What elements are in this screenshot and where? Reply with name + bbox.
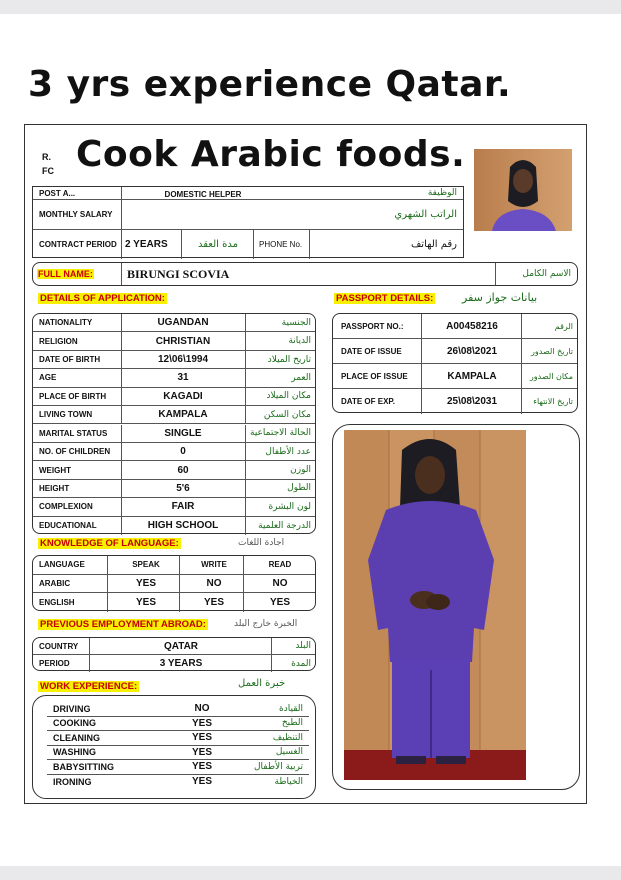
table-row — [333, 389, 577, 414]
overlay-title-line2: Cook Arabic foods. — [76, 134, 466, 175]
divider — [107, 593, 108, 612]
divider — [107, 556, 108, 574]
detail-label: EDUCATIONAL — [39, 521, 97, 531]
divider — [521, 364, 522, 388]
detail-label: NO. OF CHILDREN — [39, 447, 111, 457]
table-row — [33, 388, 315, 406]
detail-label: MARITAL STATUS — [39, 428, 108, 438]
divider — [521, 339, 522, 363]
work-value: NO — [194, 703, 210, 715]
divider — [245, 369, 246, 386]
divider — [245, 406, 246, 423]
work-row — [47, 731, 309, 746]
divider — [271, 638, 272, 654]
language-name: ENGLISH — [39, 598, 75, 608]
table-row — [33, 406, 315, 424]
monthly-salary-label: MONTHLY SALARY — [39, 210, 113, 219]
detail-label: AGE — [39, 373, 57, 383]
divider — [121, 461, 122, 478]
language-level: NO — [272, 577, 288, 589]
detail-arabic: لون البشرة — [268, 501, 311, 512]
table-row — [333, 339, 577, 364]
section-language: KNOWLEDGE OF LANGUAGE: — [40, 538, 179, 549]
detail-arabic: تاريخ الميلاد — [267, 354, 311, 365]
passport-details-table — [332, 313, 578, 413]
section-language-arabic: اجادة اللغات — [238, 538, 285, 548]
divider — [421, 364, 422, 388]
divider — [121, 332, 122, 349]
divider — [121, 369, 122, 386]
post-value: DOMESTIC HELPER — [164, 190, 242, 199]
language-row — [33, 593, 315, 612]
divider — [421, 389, 422, 414]
detail-label: WEIGHT — [39, 465, 71, 475]
work-value: YES — [191, 746, 212, 758]
divider — [243, 556, 244, 574]
work-row — [47, 717, 309, 732]
employment-arabic: المدة — [291, 658, 311, 669]
divider — [121, 517, 122, 535]
detail-label: PLACE OF BIRTH — [39, 391, 107, 401]
divider — [245, 517, 246, 535]
work-value: YES — [191, 776, 212, 788]
divider — [245, 480, 246, 497]
detail-value: HIGH SCHOOL — [147, 520, 219, 532]
detail-arabic: عدد الأطفال — [265, 446, 311, 457]
detail-arabic: الديانة — [288, 336, 311, 347]
detail-label: HEIGHT — [39, 483, 70, 493]
divider — [521, 314, 522, 338]
language-level: YES — [135, 577, 156, 589]
table-row — [333, 364, 577, 389]
table-row — [33, 332, 315, 350]
divider — [421, 314, 422, 338]
section-passport-arabic: بيانات جواز سفر — [462, 291, 538, 304]
full-name-label: FULL NAME: — [38, 269, 93, 279]
employment-value: 3 YEARS — [159, 658, 203, 669]
work-value: YES — [191, 761, 212, 773]
post-label: POST A... — [39, 188, 76, 198]
detail-value: SINGLE — [164, 427, 202, 439]
work-label: DRIVING — [53, 703, 91, 714]
language-level: NO — [206, 577, 222, 589]
passport-arabic: مكان الصدور — [529, 371, 573, 381]
full-name-arabic: الاسم الكامل — [522, 269, 571, 279]
section-employment: PREVIOUS EMPLOYMENT ABROAD: — [40, 619, 206, 630]
divider — [521, 389, 522, 414]
table-row — [33, 443, 315, 461]
work-arabic: التنظيف — [272, 732, 303, 743]
divider — [245, 461, 246, 478]
work-label: WASHING — [53, 747, 97, 758]
table-row — [33, 461, 315, 479]
table-row — [33, 498, 315, 516]
detail-label: LIVING TOWN — [39, 410, 93, 420]
divider — [121, 351, 122, 368]
detail-value: FAIR — [171, 501, 195, 513]
table-row — [333, 314, 577, 339]
divider — [121, 443, 122, 460]
language-row — [33, 575, 315, 594]
divider — [245, 425, 246, 442]
work-row — [47, 775, 309, 790]
detail-label: RELIGION — [39, 336, 78, 346]
detail-value: 5'6 — [176, 482, 190, 494]
passport-arabic: تاريخ الانتهاء — [533, 397, 573, 406]
passport-label: DATE OF EXP. — [341, 397, 395, 406]
divider — [89, 655, 90, 672]
table-row — [33, 369, 315, 387]
divider — [179, 593, 180, 612]
detail-arabic: الجنسية — [281, 317, 311, 328]
divider — [121, 406, 122, 423]
divider — [179, 575, 180, 593]
detail-value: 0 — [180, 446, 186, 458]
detail-label: DATE OF BIRTH — [39, 355, 101, 365]
contract-period-value: 2 YEARS — [125, 239, 168, 250]
detail-arabic: العمر — [291, 372, 311, 383]
detail-value: KAGADI — [163, 390, 203, 402]
table-row — [33, 638, 315, 655]
table-row — [33, 314, 315, 332]
passport-label: DATE OF ISSUE — [341, 346, 402, 356]
contract-period-arabic: مدة العقد — [198, 239, 238, 250]
header-partial-r: R. — [42, 152, 51, 162]
divider — [421, 339, 422, 363]
language-level: YES — [269, 597, 290, 609]
work-label: CLEANING — [53, 732, 100, 743]
divider — [243, 593, 244, 612]
applicant-photo-full — [344, 430, 526, 780]
language-name: ARABIC — [39, 578, 71, 588]
divider — [245, 443, 246, 460]
language-table — [32, 555, 316, 611]
table-row — [33, 480, 315, 498]
detail-value: CHRISTIAN — [155, 335, 211, 347]
detail-value: 60 — [177, 464, 189, 476]
language-level: YES — [135, 597, 156, 609]
passport-label: PASSPORT NO.: — [341, 321, 404, 331]
divider — [121, 314, 122, 331]
divider — [121, 388, 122, 405]
divider — [121, 498, 122, 515]
detail-arabic: مكان السكن — [263, 409, 311, 420]
employment-arabic: البلد — [295, 641, 311, 651]
language-level: YES — [203, 597, 224, 609]
divider — [107, 575, 108, 593]
employment-value: QATAR — [163, 640, 199, 652]
work-value: YES — [191, 732, 212, 744]
detail-arabic: مكان الميلاد — [266, 391, 311, 402]
language-header: READ — [268, 560, 292, 570]
table-row — [33, 425, 315, 443]
passport-value: A00458216 — [446, 320, 498, 332]
language-header: WRITE — [201, 560, 227, 570]
employment-label: PERIOD — [39, 659, 70, 668]
full-name-box — [32, 262, 578, 286]
work-label: BABYSITTING — [53, 761, 115, 772]
detail-arabic: الوزن — [290, 465, 311, 476]
work-row — [47, 746, 309, 761]
divider — [245, 351, 246, 368]
detail-label: COMPLEXION — [39, 502, 93, 512]
work-label: IRONING — [53, 776, 92, 787]
language-header: LANGUAGE — [39, 560, 85, 570]
top-fields-box — [32, 186, 464, 258]
work-row — [47, 702, 309, 717]
section-work-arabic: خبرة العمل — [238, 678, 286, 689]
monthly-salary-arabic: الراتب الشهري — [394, 209, 457, 220]
divider — [245, 388, 246, 405]
detail-arabic: الحالة الاجتماعية — [250, 428, 311, 439]
work-experience-table — [32, 695, 316, 799]
work-label: COOKING — [53, 718, 97, 729]
divider — [89, 638, 90, 654]
work-row — [47, 760, 309, 775]
applicant-photo-small — [474, 149, 572, 231]
detail-label: NATIONALITY — [39, 318, 93, 328]
phone-arabic: رقم الهاتف — [410, 239, 457, 250]
detail-value: 12\06\1994 — [157, 354, 209, 366]
language-header-row — [33, 556, 315, 575]
detail-value: KAMPALA — [158, 409, 208, 421]
table-row — [33, 655, 315, 672]
passport-label: PLACE OF ISSUE — [341, 371, 408, 381]
work-arabic: الغسيل — [275, 747, 303, 758]
application-details-table — [32, 313, 316, 534]
divider — [245, 332, 246, 349]
divider — [243, 575, 244, 593]
full-name-value: BIRUNGI SCOVIA — [127, 266, 230, 281]
phone-label: PHONE No. — [259, 240, 303, 249]
employment-table — [32, 637, 316, 671]
section-employment-arabic: الخبرة خارج البلد — [234, 619, 298, 629]
passport-value: 26\08\2021 — [446, 345, 498, 357]
work-value: YES — [191, 717, 212, 729]
work-arabic: تربية الأطفال — [253, 761, 303, 772]
table-row — [33, 517, 315, 535]
employment-label: COUNTRY — [39, 641, 79, 651]
table-row — [33, 351, 315, 369]
overlay-title-line1: 3 yrs experience Qatar. — [28, 64, 512, 105]
work-arabic: القيادة — [279, 703, 303, 714]
passport-value: 25\08\2031 — [446, 396, 498, 407]
section-passport: PASSPORT DETAILS: — [336, 293, 434, 304]
header-partial-fc: FC — [42, 166, 54, 176]
divider — [245, 498, 246, 515]
divider — [179, 556, 180, 574]
divider — [121, 480, 122, 497]
section-application: DETAILS OF APPLICATION: — [40, 293, 165, 304]
divider — [245, 314, 246, 331]
work-arabic: الخياطة — [274, 776, 303, 787]
section-work: WORK EXPERIENCE: — [40, 681, 138, 692]
passport-value: KAMPALA — [447, 370, 497, 382]
language-header: SPEAK — [132, 560, 160, 570]
detail-arabic: الطول — [287, 483, 311, 494]
detail-arabic: الدرجة العلمية — [258, 520, 311, 531]
post-arabic: الوظيفة — [427, 188, 457, 198]
work-arabic: الطبخ — [281, 718, 303, 729]
passport-arabic: الرقم — [554, 321, 573, 331]
contract-period-label: CONTRACT PERIOD — [39, 240, 117, 249]
passport-arabic: تاريخ الصدور — [531, 346, 573, 356]
divider — [271, 655, 272, 672]
detail-value: 31 — [177, 372, 189, 384]
detail-value: UGANDAN — [157, 317, 209, 329]
divider — [121, 425, 122, 442]
